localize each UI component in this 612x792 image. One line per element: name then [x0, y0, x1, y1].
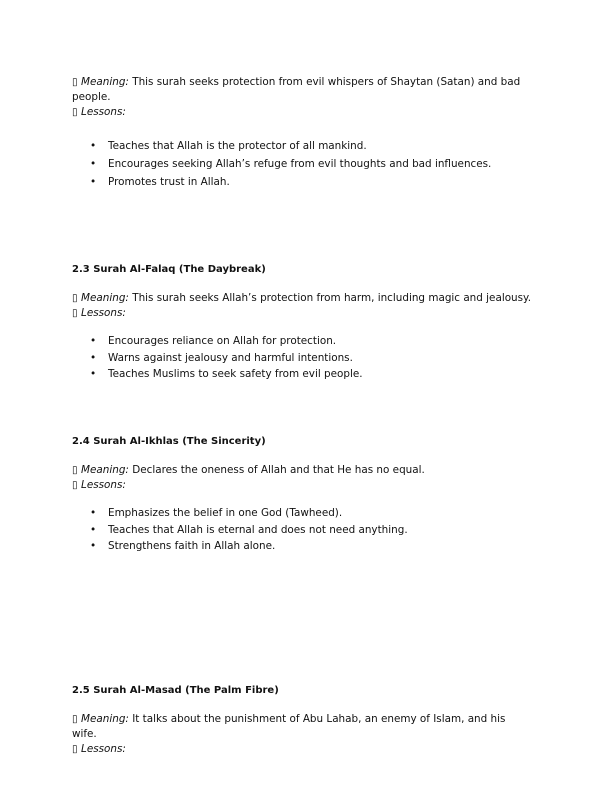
meaning-para	[72, 463, 532, 478]
section-heading: 2.5 Surah Al-Masad (The Palm Fibre)	[72, 685, 279, 696]
marker-glyph: ▯	[72, 106, 78, 118]
meaning-label: Meaning:	[81, 76, 129, 88]
section-heading: 2.4 Surah Al-Ikhlas (The Sincerity)	[72, 436, 266, 447]
section-an-nas	[72, 75, 532, 190]
meaning-text: This surah seeks Allah’s protection from harm, including magic and jealousy.	[128, 292, 532, 304]
list-item: • Encourages seeking Allah’s refuge from evil thoughts and bad influences.	[72, 157, 508, 172]
section-al-ikhlas	[72, 434, 532, 555]
lessons-label: Lessons:	[81, 106, 126, 118]
meaning-label: Meaning:	[81, 292, 129, 304]
lessons-label: Lessons:	[81, 743, 126, 755]
meaning-para	[72, 291, 532, 306]
lessons-label-line	[72, 742, 532, 757]
marker-glyph: ▯	[72, 743, 78, 755]
marker-glyph: ▯	[72, 76, 78, 88]
lessons-list	[72, 333, 532, 383]
list-item: • Promotes trust in Allah.	[72, 174, 508, 191]
section-al-masad	[72, 683, 532, 757]
lessons-list	[72, 138, 532, 190]
list-item: • Teaches that Allah is eternal and does not need anything.	[72, 522, 508, 539]
meaning-para	[72, 75, 532, 105]
marker-glyph: ▯	[72, 464, 78, 476]
lessons-label-line	[72, 105, 532, 120]
lessons-label-line	[72, 478, 532, 493]
lessons-list	[72, 505, 532, 555]
meaning-text: This surah seeks protection from evil whispers of Shaytan (Satan) and bad people.	[72, 76, 521, 103]
marker-glyph: ▯	[72, 479, 78, 491]
meaning-text: Declares the oneness of Allah and that He has no equal.	[128, 464, 425, 476]
section-heading: 2.3 Surah Al-Falaq (The Daybreak)	[72, 264, 266, 275]
list-item: • Teaches Muslims to seek safety from evil people.	[72, 366, 508, 383]
lessons-label: Lessons:	[81, 479, 126, 491]
list-item: • Teaches that Allah is the protector of all mankind.	[72, 138, 508, 155]
meaning-para	[72, 712, 532, 742]
list-item: • Warns against jealousy and harmful intentions.	[72, 350, 508, 367]
meaning-label: Meaning:	[81, 713, 129, 725]
marker-glyph: ▯	[72, 713, 78, 725]
list-item: • Strengthens faith in Allah alone.	[72, 538, 508, 555]
marker-glyph: ▯	[72, 307, 78, 319]
list-item: • Emphasizes the belief in one God (Tawheed).	[72, 505, 508, 522]
lessons-label: Lessons:	[81, 307, 126, 319]
section-al-falaq	[72, 262, 532, 383]
meaning-text: It talks about the punishment of Abu Lahab, an enemy of Islam, and his wife.	[72, 713, 506, 740]
lessons-label-line	[72, 306, 532, 321]
marker-glyph: ▯	[72, 292, 78, 304]
meaning-label: Meaning:	[81, 464, 129, 476]
list-item: • Encourages reliance on Allah for protection.	[72, 333, 508, 350]
